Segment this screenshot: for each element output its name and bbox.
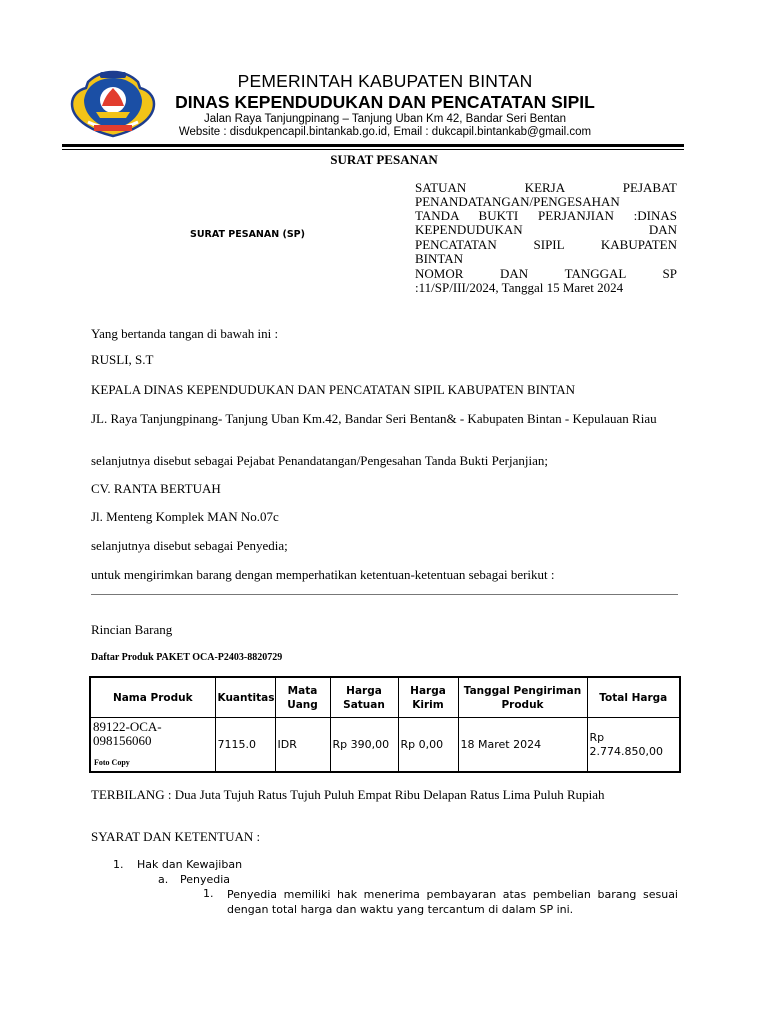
signer-address: JL. Raya Tanjungpinang- Tanjung Uban Km.42, Bandar Seri Bentan& - Kabupaten Bintan - Kepulauan Riau [91,411,657,426]
amount-in-words: TERBILANG : Dua Juta Tujuh Ratus Tujuh Puluh Empat Ribu Delapan Ratus Lima Puluh Rupiah [91,787,605,802]
product-name: Foto Copy [94,758,130,767]
total-cell: Rp 2.774.850,00 [587,718,680,773]
term-1a1-number: 1. [203,887,214,900]
col-header-currency: Mata Uang [275,677,330,718]
product-cell [90,718,215,773]
office-contact: Website : disdukpencapil.bintankab.go.id, Email : dukcapil.bintankab@gmail.com [178,126,592,138]
document-title: SURAT PESANAN [330,152,438,167]
work-unit-line-6: BINTAN [415,251,464,266]
instruction-text: untuk mengirimkan barang dengan memperhatikan ketentuan-ketentuan sebagai berikut : [91,567,555,582]
unit-price-cell: Rp 390,00 [330,718,398,773]
table-header-row [90,677,680,718]
quantity-cell: 7115.0 [215,718,275,773]
delivery-date-cell: 18 Maret 2024 [458,718,587,773]
term-1a1-text: Penyedia memiliki hak menerima pembayaran atas pembelian barang sesuai dengan total harga dan waktu yang tercantum di dalam SP ini. [227,888,678,916]
details-heading: Rincian Barang [91,622,173,637]
term-1a-text: Penyedia [180,873,231,886]
col-header-unit-price: Harga Satuan [330,677,398,718]
office-address: Jalan Raya Tanjungpinang – Tanjung Uban Km 42, Bandar Seri Bentan [203,113,567,125]
col-header-shipping: Harga Kirim [398,677,458,718]
col-header-quantity: Kuantitas [215,677,275,718]
sp-number-line-1: NOMOR DAN TANGGAL SP [415,266,677,281]
intro-text: Yang bertanda tangan di bawah ini : [91,326,279,341]
signer-title: KEPALA DINAS KEPENDUDUKAN DAN PENCATATAN SIPIL KABUPATEN BINTAN [91,382,576,397]
work-unit-line-3: TANDA BUKTI PERJANJIAN :DINAS [415,208,677,223]
col-header-delivery-date: Tanggal Pengiriman Produk [458,677,587,718]
sp-label: SURAT PESANAN (SP) [190,229,305,240]
term-1-text: Hak dan Kewajiban [137,858,243,871]
work-unit-line-2: PENANDATANGAN/PENGESAHAN [415,194,620,209]
work-unit-line-4: KEPENDUDUKAN DAN [415,222,677,237]
provider-address: Jl. Menteng Komplek MAN No.07c [91,509,279,524]
product-list-title: Daftar Produk PAKET OCA-P2403-8820729 [91,652,283,663]
shipping-cell: Rp 0,00 [398,718,458,773]
section-divider [91,594,678,595]
term-1-number: 1. [113,858,124,871]
term-1a-letter: a. [158,873,169,886]
provider-role: selanjutnya disebut sebagai Penyedia; [91,538,288,553]
bintan-regency-emblem-icon [66,70,160,140]
currency-cell: IDR [275,718,330,773]
department-name: DINAS KEPENDUDUKAN DAN PENCATATAN SIPIL [175,92,595,112]
signer-name: RUSLI, S.T [91,352,154,367]
product-code: 89122-OCA-098156060 [93,719,162,748]
letterhead-divider [62,144,684,147]
government-name: PEMERINTAH KABUPATEN BINTAN [237,71,533,91]
col-header-product: Nama Produk [90,677,215,718]
sp-number-line-2: :11/SP/III/2024, Tanggal 15 Maret 2024 [415,280,624,295]
letterhead-divider-thin [62,149,684,150]
col-header-total: Total Harga [587,677,680,718]
terms-heading: SYARAT DAN KETENTUAN : [91,829,261,844]
table-row [90,718,680,773]
work-unit-line-1: SATUAN KERJA PEJABAT [415,180,677,195]
provider-name: CV. RANTA BERTUAH [91,481,221,496]
items-table [89,676,681,773]
signer-role: selanjutnya disebut sebagai Pejabat Penandatangan/Pengesahan Tanda Bukti Perjanjian; [91,453,548,468]
work-unit-line-5: PENCATATAN SIPIL KABUPATEN [415,237,677,252]
